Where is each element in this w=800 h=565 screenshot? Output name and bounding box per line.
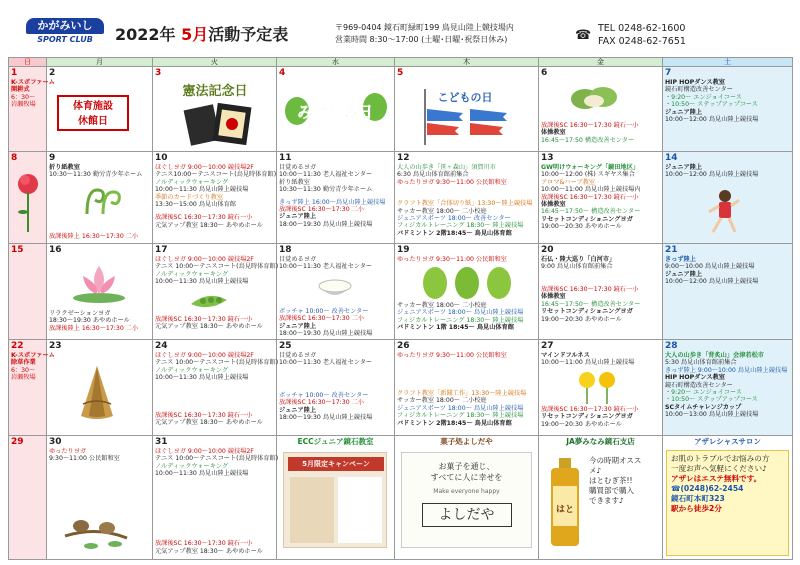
day-number: 20 — [541, 245, 554, 255]
event-line: きっず陸上 9:00～10:00 鳥見山陸上競技場 — [665, 366, 788, 374]
event-line: 6：30～ — [11, 366, 36, 374]
weekday-fri: 金 — [539, 58, 663, 67]
day-cell-24 — [153, 340, 277, 436]
day-cell-13 — [539, 152, 663, 244]
pea-pod-illustration — [189, 290, 229, 312]
event-line: 19:00～20:30 あやめホール — [541, 223, 622, 231]
event-line: K-スポファーム — [11, 352, 55, 359]
lotus-illustration — [69, 260, 129, 304]
event-line: SCタイムチャレンジカップ — [665, 403, 742, 411]
day-cell-26 — [395, 340, 539, 436]
day-number: 10 — [155, 153, 168, 163]
event-line: 元気アップ教室 18:30～ あやめホール — [155, 419, 263, 427]
day-cell-8 — [9, 152, 47, 244]
event-line: ・10:50～ ステップアップコース — [665, 101, 758, 109]
event-line: ボッチャ 10:00～ 改善センター — [279, 308, 369, 315]
bamboo-shoot-illustration — [75, 364, 119, 422]
event-line: 大人の山歩き「笹ヶ森山」須賀川市 — [397, 164, 496, 171]
event-line: バドミントン 1階 18:45～ 鳥見山体育館 — [397, 324, 514, 332]
day-cell-15 — [9, 244, 47, 340]
event-line: 6:30 鳥見山体育館前集合 — [397, 171, 469, 179]
tel-number: TEL 0248-62-1600 — [598, 23, 686, 34]
day-cell-16 — [47, 244, 153, 340]
event-line: ジュニア陸上 — [279, 322, 317, 330]
event-line: 10:00～11:00 鳥見山陸上競技場内 — [541, 186, 641, 194]
day-number: 31 — [155, 437, 168, 447]
event-line: HIP HOPダンス教室 — [665, 79, 725, 86]
event-line: 放課後陸上 16:30～17:30 二小 — [49, 324, 139, 332]
event-line: ・9:20～ エンジョイコース — [665, 93, 742, 101]
day-number: 6 — [541, 68, 548, 78]
event-line: 10:00～11:30 鳥見山陸上競技場 — [155, 186, 249, 194]
event-line: ノルディックウォーキング — [155, 462, 229, 470]
salon-line: ☎(0248)62-2454 — [671, 484, 744, 493]
day-cell-1 — [9, 67, 55, 152]
day-cell-18 — [277, 244, 395, 340]
event-line: ジュニア陸上 — [665, 108, 703, 116]
event-line: 放課後SC 16:30～17:30 鏡石一小 — [541, 122, 639, 129]
event-line: 体操教室 — [541, 201, 566, 209]
day-number: 22 — [11, 341, 24, 351]
event-line: きっず陸上 16:00～鳥見山陸上競技場 — [279, 198, 386, 206]
salon-line: 一度お声へ気軽にください♪ — [671, 464, 767, 473]
event-line: 10:00～12:00 (株) スギヤス集合 — [541, 171, 635, 179]
day-cell-21 — [663, 244, 793, 340]
event-line: クラフト教室「合体切り紙」13:30～陸上競技場 — [397, 200, 533, 208]
yoshidaya-poster — [401, 452, 532, 548]
event-line: HIP HOPダンス教室 — [665, 374, 725, 382]
event-line: 10:00～11:30 老人福祉センター — [279, 171, 373, 179]
event-line: バドミントン 2階18:45～ 鳥見山体育館 — [397, 419, 512, 427]
event-line: 9:00 鳥見山体育館前集合 — [541, 263, 613, 271]
day-number: 15 — [11, 245, 24, 255]
business-hours: 営業時間 8:30～17:00 (土曜･日曜･祝祭日休み) — [335, 35, 508, 44]
event-line: フィジカルトレーニング 18:30～ 陸上競技場 — [397, 316, 524, 324]
day-number: 1 — [11, 68, 18, 78]
event-line: ほぐしヨガ 9:00～10:00 競技場2F — [155, 352, 254, 359]
event-line: アロマ&ハーブ教室 — [541, 178, 596, 186]
day-number: 3 — [155, 68, 162, 78]
day-number: 17 — [155, 245, 168, 255]
event-line: 18:00～19:30 鳥見山陸上競技場 — [279, 414, 373, 422]
day-cell-2 — [47, 67, 153, 152]
event-line: フィジカルトレーニング 18:30～ 陸上競技場 — [397, 412, 524, 420]
kashiwa-mochi-illustration — [569, 79, 619, 113]
event-line: 6：30～ — [11, 93, 36, 101]
event-line: 放課後SC 16:30～17:30 鏡石一小 — [541, 406, 639, 413]
event-line: 目覚めるヨガ — [279, 164, 317, 171]
event-line: 18:00～19:30 鳥見山陸上競技場 — [279, 220, 373, 228]
yoshidaya-logo: よしだや — [422, 503, 512, 527]
event-line: 目覚めるヨガ — [279, 256, 317, 263]
day-number: 2 — [49, 68, 56, 78]
weekday-wed: 水 — [277, 58, 395, 67]
event-line: 5:30 鳥見山体育館前集合 — [665, 359, 737, 367]
day-number: 19 — [397, 245, 410, 255]
day-cell-6 — [539, 67, 663, 152]
event-line: 鏡石町構造改善センター — [665, 86, 733, 94]
event-line: ノルディックウォーキング — [155, 366, 229, 374]
fax-number: FAX 0248-62-7651 — [598, 36, 686, 47]
carnation-illustration — [15, 170, 41, 236]
weekday-row — [9, 58, 793, 67]
event-line: リセットコンディショニングヨガ — [541, 308, 633, 316]
event-line: 開耕式 — [11, 86, 30, 94]
holiday-label: 憲法記念日 — [182, 84, 248, 99]
event-line: 季節のカードづくり教室 — [155, 193, 224, 201]
ad-title: ECCジュニア鏡石教室 — [297, 437, 374, 446]
event-line: ほぐしヨガ 9:00～10:00 競技場2F — [155, 256, 254, 263]
day-cell-7 — [663, 67, 793, 152]
birds-on-branch-illustration — [61, 476, 131, 550]
event-line: 体操教室 — [541, 293, 566, 301]
event-line: 9:30～11:00 公民館和室 — [49, 455, 120, 463]
event-line: リセットコンディショニングヨガ — [541, 215, 633, 223]
ad-salon[interactable] — [663, 436, 793, 560]
event-line: 放課後SC 16:30～17:30 鏡石一小 — [155, 540, 253, 548]
day-number: 26 — [397, 341, 410, 351]
page-header — [0, 0, 800, 56]
day-cell-31 — [153, 436, 277, 560]
event-line: GW明けウォーキング「鏡田地区」 — [541, 164, 640, 171]
event-line: 除草作業 — [11, 359, 36, 367]
day-number: 9 — [49, 153, 56, 163]
event-line: 13:30～15:00 鳥見山体育館 — [155, 201, 236, 209]
event-line: ボッチャ 10:00～ 改善センター — [279, 392, 369, 399]
address-text: 〒969-0404 鏡石町緑町199 鳥見山陸上競技場内 — [335, 23, 514, 32]
event-line: ゆったりヨガ 9:30～11:00 公民館和室 — [397, 352, 507, 359]
event-line: 10:00～12:00 鳥見山陸上競技場 — [665, 116, 759, 124]
closed-notice-line: 体育施設 — [73, 101, 113, 112]
event-line: ほぐしヨガ 9:00～10:00 競技場2F — [155, 448, 254, 455]
event-line: 16:45～17:50～ 構造改善センター — [541, 208, 641, 216]
title-year: 2022年 — [115, 25, 176, 44]
event-line: リラクゼーションヨガ — [49, 310, 111, 317]
day-cell-25 — [277, 340, 395, 436]
event-line: 10:00～11:00 鳥見山陸上競技場 — [541, 359, 635, 367]
day-number: 5 — [397, 68, 404, 78]
event-line: 16:45～17:50 構造改善センター — [541, 136, 635, 144]
day-cell-11 — [277, 152, 395, 244]
event-line: マインドフルネス — [541, 352, 590, 359]
event-line: 10:30～11:30 勤労青少年ホーム — [49, 171, 143, 179]
day-number: 11 — [279, 153, 292, 163]
closed-notice-line: 休館日 — [78, 116, 108, 127]
logo-text-bottom: SPORT CLUB — [37, 35, 93, 44]
event-line: ノルディックウォーキング — [155, 270, 229, 278]
event-line: クラフト教室「新聞工作」13:30～陸上競技場 — [397, 390, 527, 397]
event-line: サッカー教室 18:00～ 二小校庭 — [397, 397, 487, 405]
ja-text-line: 今の時期オスス — [589, 456, 642, 465]
title-month: 5月 — [181, 25, 209, 44]
event-line: サッカー教室 18:00～ 二小校庭 — [397, 207, 487, 215]
event-line: 10:00～11:30 鳥見山陸上競技場 — [155, 374, 249, 382]
event-line: ジュニア陸上 — [665, 270, 703, 278]
ecc-poster — [283, 452, 387, 548]
event-line: テニス10:00～テニスコート(鳥見時体育館) — [155, 171, 277, 179]
holiday-label: みどりの日 — [297, 103, 373, 121]
event-line: テニス 10:00～テニスコート(鳥見時体育館) — [155, 263, 279, 271]
day-number: 12 — [397, 153, 410, 163]
event-line: 放課後SC 16:30～17:30 二小 — [279, 206, 364, 214]
leaves-illustration — [419, 266, 515, 300]
day-number: 18 — [279, 245, 292, 255]
day-cell-10 — [153, 152, 277, 244]
event-line: 10:00～13:00 鳥見山陸上競技場 — [665, 411, 759, 419]
event-line: テニス 10:00～テニスコート(鳥見時体育館) — [155, 455, 279, 463]
event-line: 放課後SC 16:30～17:30 鏡石一小 — [541, 286, 639, 293]
day-number: 30 — [49, 437, 62, 447]
title-rest: 活動予定表 — [208, 25, 289, 44]
event-line: 元気アップ教室 18:30～ あやめホール — [155, 323, 263, 331]
day-cell-30 — [47, 436, 153, 560]
salon-line: 鏡石町本町323 — [671, 494, 725, 503]
calendar-grid — [8, 57, 793, 560]
childrens-day-illustration — [415, 81, 515, 147]
event-line: ・10:50～ ステップアップコース — [665, 396, 758, 404]
day-number: 24 — [155, 341, 168, 351]
weekday-tue: 火 — [153, 58, 277, 67]
day-cell-14 — [663, 152, 793, 244]
event-line: きっず陸上 — [665, 256, 696, 263]
event-line: ジュニア陸上 — [665, 164, 703, 171]
event-line: 放課後SC 16:30～17:30 二小 — [279, 315, 364, 323]
day-number: 7 — [665, 68, 672, 78]
ja-text-line: はとむぎ茶!! — [589, 476, 633, 485]
event-line: 体操教室 — [541, 129, 566, 137]
day-cell-4 — [277, 67, 395, 152]
ecc-photo — [290, 477, 334, 543]
svg-text:はと: はと — [555, 505, 575, 515]
day-cell-22 — [9, 340, 55, 436]
event-line: 放課後SC 16:30～17:30 鏡石一小 — [155, 214, 253, 222]
closed-notice — [57, 95, 129, 131]
event-line: バドミントン 2階18:45～ 鳥見山体育館 — [397, 229, 512, 237]
event-line: 折り紙教室 — [279, 178, 310, 186]
constitution-day-illustration — [165, 79, 265, 149]
event-line: ジュニアスポーツ 18:00～ 鳥見山陸上競技場 — [397, 309, 524, 317]
event-line: K-スポファーム — [11, 79, 55, 86]
ecc-info — [338, 477, 382, 543]
ad-yoshidaya[interactable] — [395, 436, 539, 560]
day-cell-19 — [395, 244, 539, 340]
slogan-line: すべてに人に幸せを — [430, 473, 503, 482]
rice-bowl-illustration — [317, 274, 353, 302]
event-line: ジュニア陸上 — [279, 406, 317, 414]
contact-block — [598, 22, 686, 48]
salon-line: 駅から徒歩2分 — [671, 504, 722, 513]
event-line: 16:45～17:50～ 構造改善センター — [541, 300, 641, 308]
day-number: 13 — [541, 153, 554, 163]
runner-illustration — [703, 188, 743, 236]
event-line: ゆったりヨガ 9:30～11:00 公民館和室 — [397, 256, 507, 263]
day-number: 21 — [665, 245, 678, 255]
club-logo — [26, 18, 104, 48]
event-line: 放課後SC 16:30～17:30 鏡石一小 — [541, 193, 639, 201]
ja-text-line: メ♪ — [589, 466, 602, 475]
salon-line: お肌のトラブルでお悩みの方 — [671, 454, 770, 463]
event-line: ジュニアスポーツ 18:00～ 鳥見山陸上競技場 — [397, 404, 524, 412]
event-line: 放課後SC 16:30～17:30 二小 — [279, 399, 364, 407]
event-line: 目覚めるヨガ — [279, 352, 317, 359]
slogan-english: Make everyone happy — [433, 488, 500, 495]
event-line: フィジカルトレーニング 18:30～ 陸上競技場 — [397, 222, 524, 230]
dandelion-illustration — [575, 370, 619, 404]
event-line: 19:00～20:30 あやめホール — [541, 315, 622, 323]
day-number: 25 — [279, 341, 292, 351]
day-cell-20 — [539, 244, 663, 340]
holiday-label: こどもの日 — [437, 91, 493, 104]
day-cell-23 — [47, 340, 153, 436]
weekday-mon: 月 — [47, 58, 153, 67]
event-line: ジュニア陸上 — [279, 213, 317, 221]
event-line: リセットコンディショニングヨガ — [541, 413, 633, 421]
ad-title: アザレシャスサロン — [694, 437, 761, 446]
day-cell-9 — [47, 152, 153, 244]
event-line: 10:00～11:30 鳥見山陸上競技場 — [155, 470, 249, 478]
greenery-day-illustration — [283, 87, 388, 131]
event-line: ジュニアスポーツ 18:00～ 改善センター — [397, 215, 511, 223]
day-number: 28 — [665, 341, 678, 351]
event-line: 元気アップ教室 18:30～ あやめホール — [155, 221, 263, 229]
page-title — [115, 22, 288, 45]
event-line: 放課後陸上 16:30～17:30 二小 — [49, 232, 139, 240]
event-line: 折り紙教室 — [49, 164, 80, 171]
day-cell-3 — [153, 67, 277, 152]
weekday-thu: 木 — [395, 58, 539, 67]
day-cell-29 — [9, 436, 47, 560]
tea-bottle-illustration — [545, 456, 585, 548]
weekday-sun: 日 — [9, 58, 47, 67]
event-line: 10:00～11:30 鳥見山陸上競技場 — [155, 278, 249, 286]
event-line: 18:00～19:30 鳥見山陸上競技場 — [279, 330, 373, 338]
ecc-banner: 5月限定キャンペーン — [288, 457, 384, 471]
event-line: ゆったりヨガ 9:30～11:00 公民館和室 — [397, 178, 507, 186]
address-block — [335, 22, 514, 46]
event-line: 10:00～12:00 鳥見山陸上競技場 — [665, 171, 759, 179]
day-number: 16 — [49, 245, 62, 255]
event-line: ゆったりヨガ — [49, 448, 87, 455]
event-line: 10:00～12:00 鳥見山陸上競技場 — [665, 278, 759, 286]
day-number: 27 — [541, 341, 554, 351]
ja-text — [589, 456, 660, 506]
ja-text-line: できます♪ — [589, 496, 624, 505]
event-line: 9:00～10:00 鳥見山陸上競技場 — [665, 263, 755, 271]
logo-text-top: かがみいし — [26, 18, 104, 34]
event-line: テニス 10:00～テニスコート(鳥見時体育館) — [155, 359, 279, 367]
event-line: 10:00～11:30 老人福祉センター — [279, 359, 373, 367]
event-line: 鏡石町構造改善センター — [665, 381, 733, 389]
ja-text-line: 購買部で購入 — [589, 486, 634, 495]
weekday-sat: 土 — [663, 58, 793, 67]
day-number: 29 — [11, 437, 24, 447]
fiddlehead-illustration — [77, 182, 123, 216]
day-cell-12 — [395, 152, 539, 244]
event-line: 放課後SC 16:30～17:30 鏡石一小 — [155, 412, 253, 419]
salon-box — [666, 450, 789, 556]
day-cell-28 — [663, 340, 793, 436]
day-cell-27 — [539, 340, 663, 436]
ad-title: 菓子処よしだや — [440, 437, 493, 446]
day-cell-5 — [395, 67, 539, 152]
day-number: 14 — [665, 153, 678, 163]
event-line: ・9:20～ エンジョイコース — [665, 389, 742, 397]
phone-icon: ☎ — [575, 28, 592, 43]
ad-title: JA夢みなみ鏡石支店 — [566, 437, 635, 446]
ad-ecc[interactable] — [277, 436, 395, 560]
event-line: 18:30～19:30 あやめホール — [49, 317, 130, 325]
event-line: 10:00～11:30 老人福祉センター — [279, 263, 373, 271]
event-line: 元気アップ教室 18:30～ あやめホール — [155, 547, 263, 555]
event-line: 石仏・陸大巡り「白河市」 — [541, 256, 616, 263]
day-number: 8 — [11, 153, 18, 163]
salon-line: アザレはエステ無料です。 — [671, 474, 762, 483]
event-line: サッカー教室 18:00～ 二小校庭 — [397, 302, 487, 309]
event-line: 10:30～11:30 勤労青少年ホーム — [279, 186, 373, 194]
event-line: ノルディックウォーキング — [155, 178, 229, 186]
event-line: 19:00～20:30 あやめホール — [541, 420, 622, 428]
event-line: 岩瀬牧場 — [11, 101, 36, 109]
event-line: ほぐしヨガ 9:00～10:00 競技場2F — [155, 164, 254, 171]
event-line: 放課後SC 16:30～17:30 鏡石一小 — [155, 316, 253, 323]
day-number: 23 — [49, 341, 62, 351]
ad-ja[interactable] — [539, 436, 663, 560]
day-number: 4 — [279, 68, 286, 78]
event-line: 大人の山歩き「背炙山」会津若松市 — [665, 352, 764, 359]
slogan-line: お菓子を通じ、 — [438, 462, 495, 471]
event-line: 岩瀬牧場 — [11, 374, 36, 382]
day-cell-17 — [153, 244, 277, 340]
